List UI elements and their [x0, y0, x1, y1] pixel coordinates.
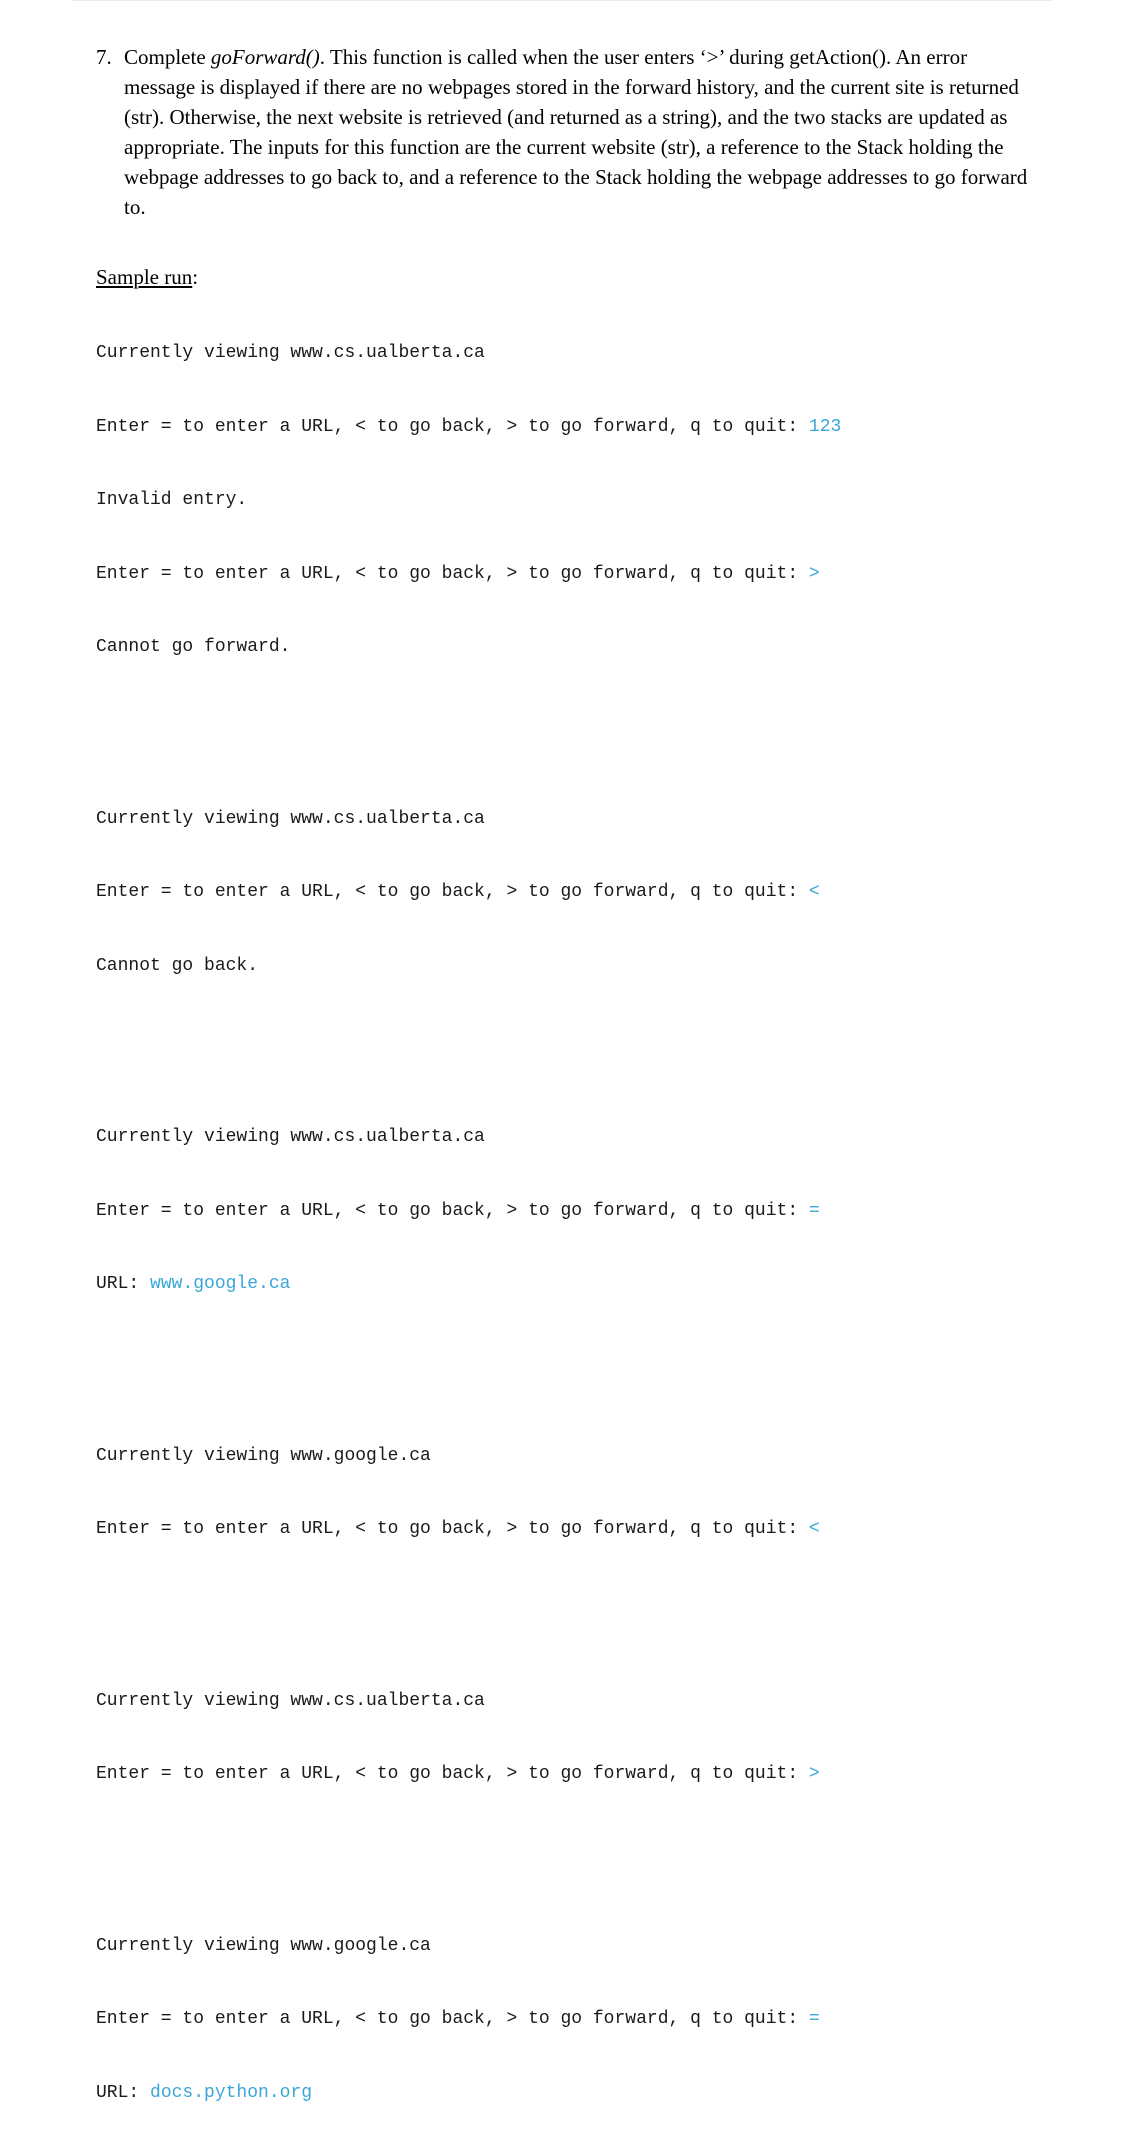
user-input: =	[808, 2009, 820, 2029]
user-input: =	[808, 1200, 820, 1221]
blank-line	[96, 709, 841, 734]
sample-run-label: Sample run	[96, 265, 193, 289]
user-input: <	[808, 1519, 820, 1539]
user-input-url: docs.python.org	[150, 2082, 313, 2103]
viewing-text: Currently viewing www.cs.ualberta.ca	[96, 1127, 485, 1147]
blank-line	[96, 1836, 841, 1861]
cannot-back-message: Cannot go back.	[96, 955, 259, 976]
user-input: >	[808, 1764, 820, 1784]
blank-line	[96, 1591, 841, 1616]
prompt-text: Enter = to enter a URL, < to go back, > to go forward, q to quit:	[96, 1764, 809, 1784]
prompt-text: Enter = to enter a URL, < to go back, > to go forward, q to quit:	[96, 416, 809, 437]
viewing-text: Currently viewing www.cs.ualberta.ca	[96, 1690, 485, 1711]
console-line	[96, 1272, 841, 1297]
console-line	[96, 1444, 841, 1469]
console-line	[96, 341, 841, 366]
console-line	[96, 635, 841, 660]
question-text	[124, 42, 1036, 222]
console-line	[96, 1762, 841, 1787]
prompt-text: Enter = to enter a URL, < to go back, > to go forward, q to quit:	[96, 1200, 809, 1221]
top-divider	[72, 0, 1052, 1]
sample-run-colon: :	[192, 265, 199, 289]
console-line	[96, 1199, 841, 1224]
blank-line	[96, 1027, 841, 1052]
user-input: <	[808, 882, 820, 902]
question-lead: Complete	[124, 45, 211, 69]
user-input-url: www.google.ca	[150, 1274, 291, 1294]
console-line	[96, 954, 841, 979]
console-line	[96, 807, 841, 832]
console-line	[96, 1125, 841, 1150]
function-name: goForward()	[210, 45, 320, 69]
console-line	[96, 2007, 841, 2032]
console-line	[96, 2081, 841, 2106]
sample-run-output	[96, 292, 841, 2130]
question-7	[96, 42, 1036, 222]
question-rest: . This function is called when the user enters ‘>’ during getAction(). An error message is displayed if there are no webpages stored in the forward history, and the current site is returned (str). Otherwise, the next website is retrieved (and returned as a string), and the two stacks are updated as appropriate. The inputs for this function are the current website (str), a reference to the Stack holding the webpage addresses to go back to, and a reference to the Stack holding the webpage addresses to go forward to.	[124, 45, 1028, 219]
prompt-text: Enter = to enter a URL, < to go back, > to go forward, q to quit:	[96, 563, 809, 584]
prompt-text: Enter = to enter a URL, < to go back, > to go forward, q to quit:	[96, 2009, 809, 2029]
prompt-text: Enter = to enter a URL, < to go back, > to go forward, q to quit:	[96, 1519, 809, 1539]
console-line	[96, 1934, 841, 1959]
sample-run-heading	[96, 263, 198, 291]
viewing-text: Currently viewing www.cs.ualberta.ca	[96, 343, 485, 363]
blank-line	[96, 1346, 841, 1371]
url-prompt-text: URL:	[96, 2082, 151, 2103]
user-input: 123	[808, 416, 842, 437]
console-line	[96, 415, 841, 440]
cannot-forward-message: Cannot go forward.	[96, 637, 291, 657]
viewing-text: Currently viewing www.google.ca	[96, 1445, 431, 1466]
prompt-text: Enter = to enter a URL, < to go back, > to go forward, q to quit:	[96, 882, 809, 902]
url-prompt-text: URL:	[96, 1274, 151, 1294]
console-line	[96, 1517, 841, 1542]
viewing-text: Currently viewing www.cs.ualberta.ca	[96, 808, 485, 829]
console-line	[96, 488, 841, 513]
console-line	[96, 562, 841, 587]
invalid-message: Invalid entry.	[96, 490, 248, 510]
console-line	[96, 880, 841, 905]
question-number: 7.	[96, 45, 112, 69]
console-line	[96, 1689, 841, 1714]
user-input: >	[808, 563, 820, 584]
viewing-text: Currently viewing www.google.ca	[96, 1935, 431, 1956]
